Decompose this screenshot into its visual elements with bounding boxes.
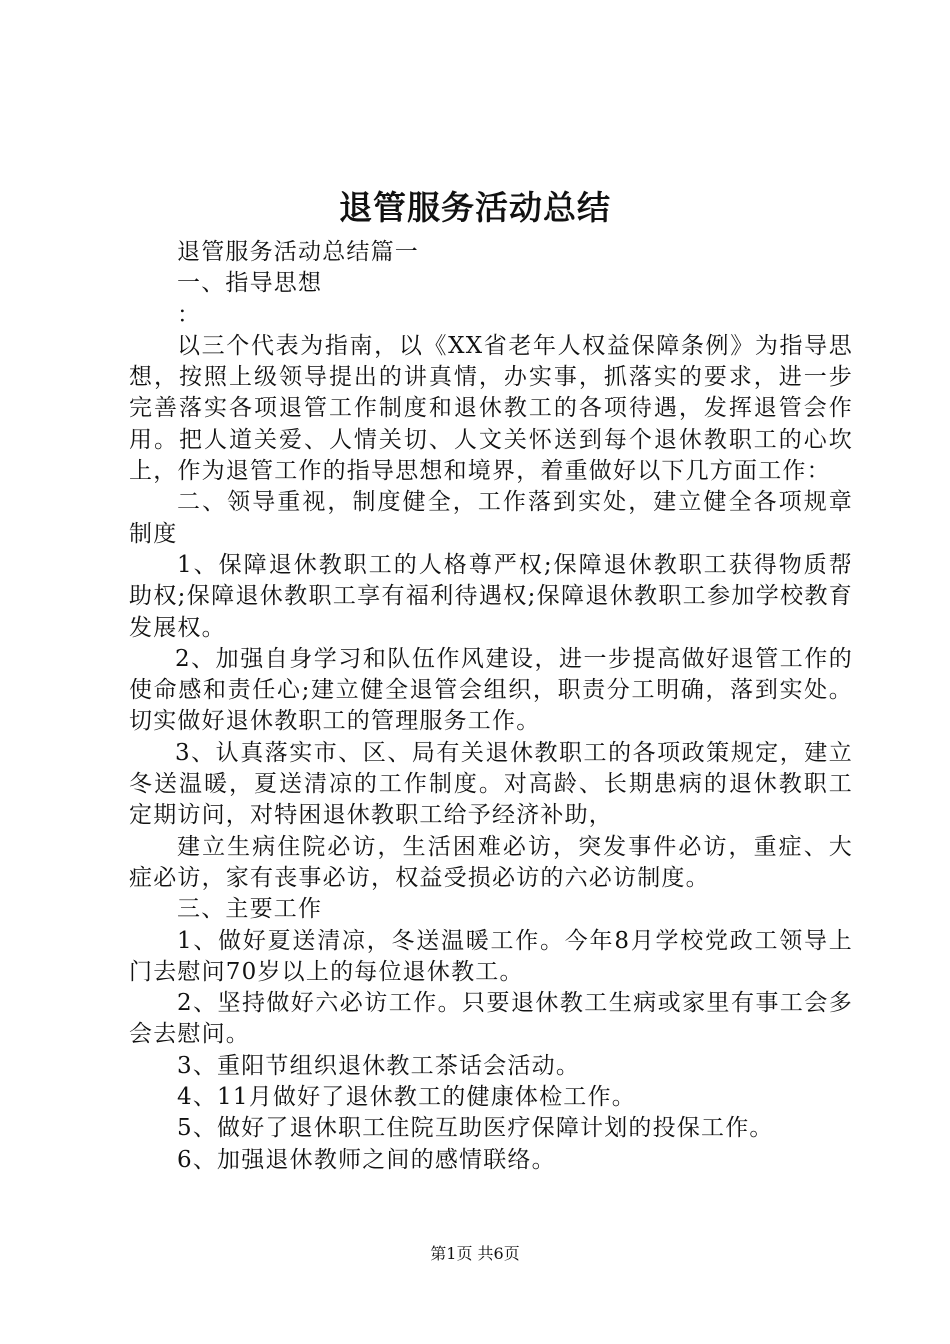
paragraph-section-heading-3: 三、主要工作 bbox=[177, 896, 323, 923]
document-title: 退管服务活动总结 bbox=[339, 188, 611, 227]
paragraph-work-2: 2、坚持做好六必访工作。只要退休教工生病或家里有事工会多会去慰问。 bbox=[129, 990, 853, 1048]
paragraph-work-1: 1、做好夏送清凉，冬送温暖工作。今年8月学校党政工领导上门去慰问70岁以上的每位退休教工。 bbox=[129, 927, 853, 985]
paragraph-section-heading-2: 二、领导重视，制度健全，工作落到实处，建立健全各项规章制度 bbox=[129, 489, 853, 547]
paragraph-work-5: 5、做好了退休职工住院互助医疗保障计划的投保工作。 bbox=[177, 1115, 774, 1142]
paragraph-guiding-thought: 以三个代表为指南，以《XX省老年人权益保障条例》为指导思想，按照上级领导提出的讲真情，办实事，抓落实的要求，进一步完善落实各项退管工作制度和退休教工的各项待遇，发挥退管会作用。把人道关爱、人情关切、人文关怀送到每个退休教职工的心坎上，作为退管工作的指导思想和境界，着重做好以下几方面工作： bbox=[129, 332, 853, 485]
paragraph-work-6: 6、加强退休教师之间的感情联络。 bbox=[177, 1146, 556, 1173]
paragraph-item-1: 1、保障退休教职工的人格尊严权;保障退休教职工获得物质帮助权;保障退休教职工享有福利待遇权;保障退休教职工参加学校教育发展权。 bbox=[129, 551, 853, 641]
page-footer: 第1页 共6页 bbox=[430, 1244, 520, 1263]
paragraph-work-4: 4、11月做好了退休教工的健康体检工作。 bbox=[177, 1084, 636, 1111]
paragraph-colon: ： bbox=[177, 301, 202, 328]
document-body bbox=[129, 237, 853, 1176]
paragraph-item-2: 2、加强自身学习和队伍作风建设，进一步提高做好退管工作的使命感和责任心;建立健全退管会组织，职责分工明确，落到实处。切实做好退休教职工的管理服务工作。 bbox=[129, 645, 853, 735]
paragraph-six-visits: 建立生病住院必访，生活困难必访，突发事件必访，重症、大症必访，家有丧事必访，权益受损必访的六必访制度。 bbox=[129, 833, 853, 891]
paragraph-section-heading-1: 一、指导思想 bbox=[177, 270, 323, 297]
paragraph-item-3: 3、认真落实市、区、局有关退休教职工的各项政策规定，建立冬送温暖，夏送清凉的工作制度。对高龄、长期患病的退休教职工定期访问，对特困退休教职工给予经济补助， bbox=[129, 739, 853, 829]
paragraph-work-3: 3、重阳节组织退休教工茶话会活动。 bbox=[177, 1052, 581, 1079]
paragraph-subtitle: 退管服务活动总结篇一 bbox=[177, 239, 419, 265]
